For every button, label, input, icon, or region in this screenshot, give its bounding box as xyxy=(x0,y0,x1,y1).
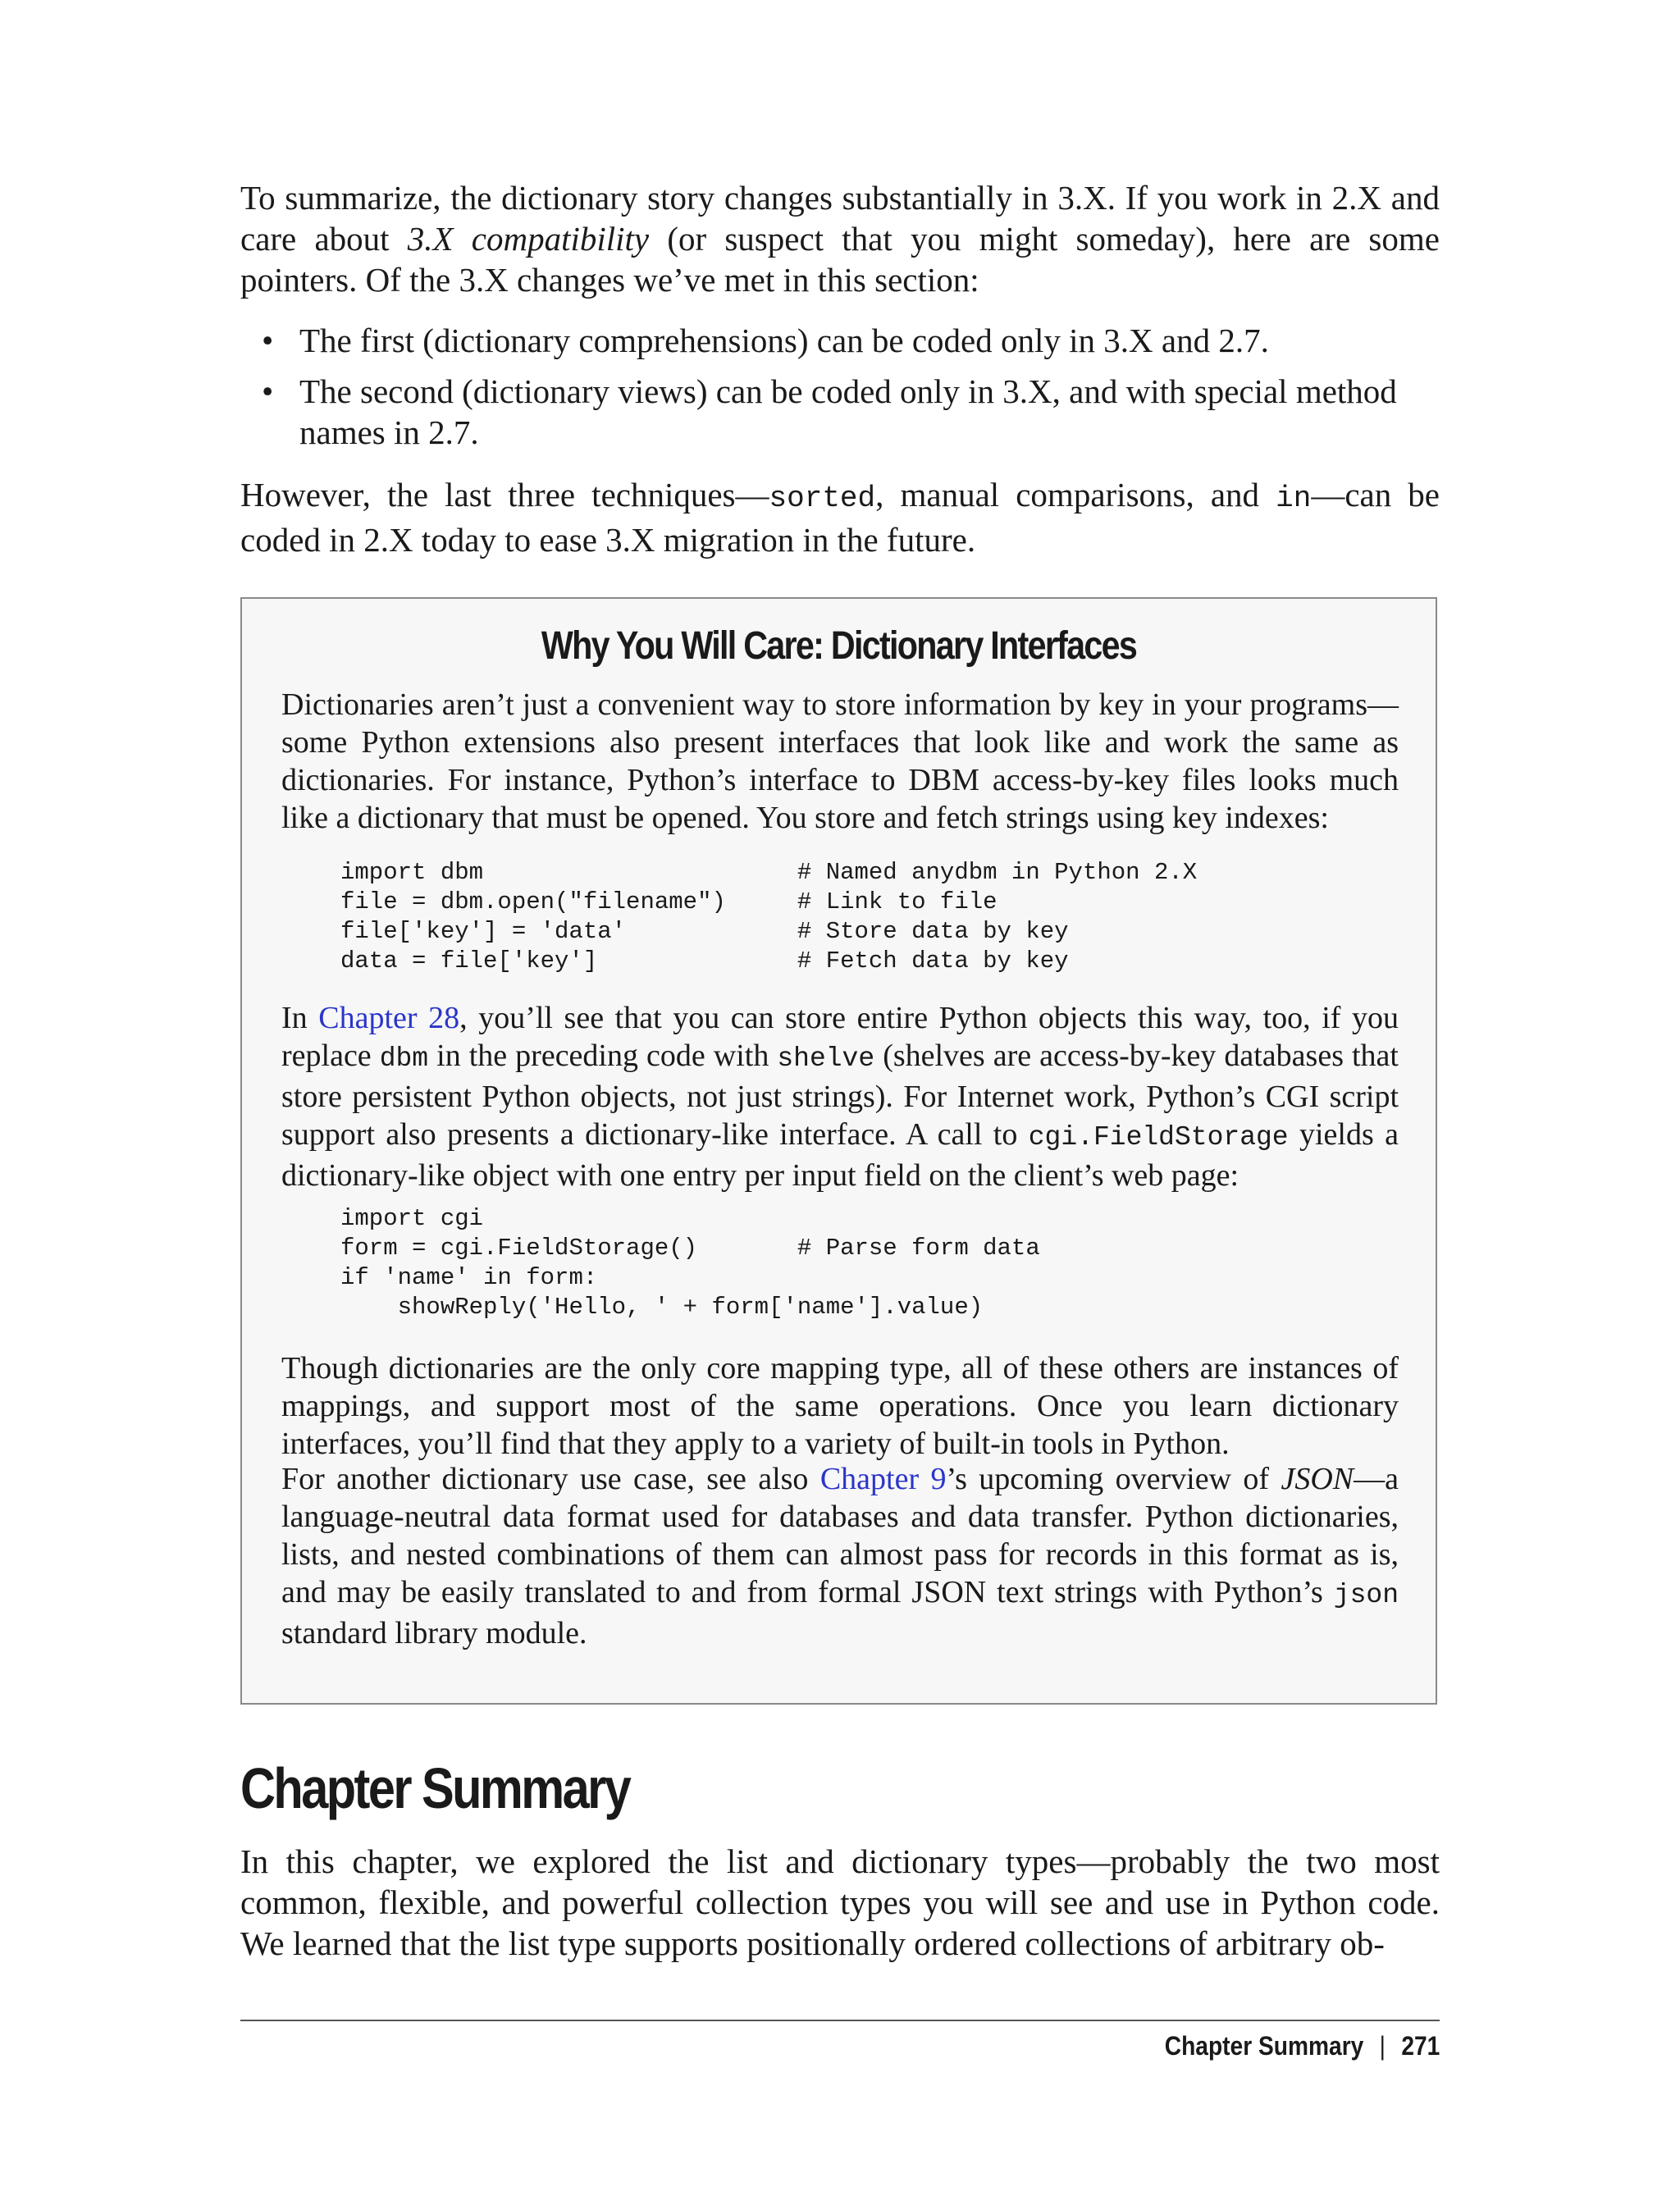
sidebar-paragraph: Dictionaries aren’t just a convenient way to store information by key in your programs—some Python extensions also present interfaces that look like and work the same as dictionaries. For instance, Python’s interface to DBM access-by-key files looks much like a dictionary that must be opened. You store and fetch strings using key indexes: xyxy=(281,687,1399,835)
chapter-28-link[interactable]: Chapter 28 xyxy=(318,1001,460,1035)
inline-code: in xyxy=(1276,482,1312,515)
bullet-list xyxy=(240,320,1440,463)
bullet-icon: • xyxy=(262,322,274,359)
however-paragraph: However, the last three techniques—sorted, manual comparisons, and in—can be coded in 2.X today to ease 3.X migration in the future. xyxy=(240,476,1440,559)
footer-section-title: Chapter Summary xyxy=(1164,2031,1363,2061)
inline-code: shelve xyxy=(777,1043,875,1074)
inline-code: json xyxy=(1333,1580,1399,1610)
page-number: 271 xyxy=(1401,2031,1440,2061)
chapter-9-link[interactable]: Chapter 9 xyxy=(819,1462,947,1496)
sidebar-paragraph: For another dictionary use case, see also Chapter 9’s upcoming overview of JSON—a language-neutral data format used for databases and data transfer. Python dictionaries, lists, and nested combinations of them can almost pass for records in this format as is, and may be easily translated to and from formal JSON text strings with Python’s json standard library module. xyxy=(281,1462,1399,1650)
sidebar-title: Why You Will Care: Dictionary Interfaces xyxy=(541,624,1137,668)
footer-separator: | xyxy=(1379,2031,1386,2061)
bullet-icon: • xyxy=(262,372,274,410)
page-footer xyxy=(1164,2031,1440,2061)
list-item: • The second (dictionary views) can be coded only in 3.X, and with special method names in 2.7. xyxy=(262,372,1397,451)
footer-divider xyxy=(240,2020,1440,2021)
section-heading: Chapter Summary xyxy=(240,1756,630,1820)
code-block-dbm: import dbm # Named anydbm in Python 2.X file = dbm.open("filename") # Link to file file['key'] = 'data' # Store data by key data = file['key'] # Fetch data by key xyxy=(340,859,1198,975)
emphasis-text: 3.X compatibility xyxy=(407,220,650,258)
list-item: • The first (dictionary comprehensions) can be coded only in 3.X and 2.7. xyxy=(262,322,1269,359)
summary-paragraph: In this chapter, we explored the list and dictionary types—probably the two most common, flexible, and powerful collection types you will see and use in Python code. We learned that the list type supports positionally ordered collections of arbitrary ob- xyxy=(240,1842,1440,1962)
inline-code: cgi.FieldStorage xyxy=(1028,1122,1289,1153)
inline-code: sorted xyxy=(769,482,876,515)
intro-paragraph: To summarize, the dictionary story changes substantially in 3.X. If you work in 2.X and care about 3.X compatibility (or suspect that you might someday), here are some pointers. Of the 3.X changes we’ve met in this section: xyxy=(240,179,1440,299)
emphasis-text: JSON xyxy=(1281,1462,1354,1496)
sidebar-paragraph: Though dictionaries are the only core mapping type, all of these others are instances of mappings, and support most of the same operations. Once you learn dictionary interfaces, you’ll find that they apply to a variety of built-in tools in Python. xyxy=(281,1351,1399,1461)
inline-code: dbm xyxy=(379,1043,429,1074)
sidebar-box xyxy=(240,597,1437,1705)
code-block-cgi: import cgi form = cgi.FieldStorage() # Parse form data if 'name' in form: showReply('Hello, ' + form['name'].value) xyxy=(340,1205,1040,1321)
sidebar-paragraph: In Chapter 28, you’ll see that you can store entire Python objects this way, too, if you replace dbm in the preceding code with shelve (shelves are access-by-key databases that store persistent Python objects, not just strings). For Internet work, Python’s CGI script support also presents a dictionary-like interface. A call to cgi.FieldStorage yields a dictionary-like object with one entry per input field on the client’s web page: xyxy=(281,1001,1399,1193)
